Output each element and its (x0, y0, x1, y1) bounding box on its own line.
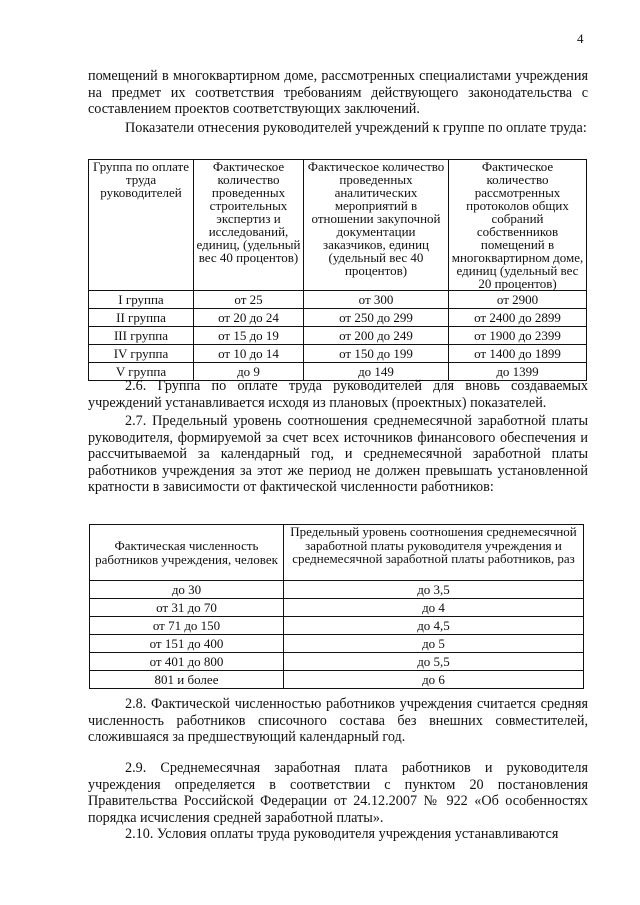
table-cell: IV группа (89, 345, 194, 363)
table-cell: до 6 (284, 671, 584, 689)
table-row (90, 653, 584, 671)
table-row (90, 635, 584, 653)
table-cell: от 401 до 800 (90, 653, 284, 671)
header-group: Группа по оплате труда руководителей (89, 160, 194, 291)
table-cell: до 4 (284, 599, 584, 617)
table-cell: от 71 до 150 (90, 617, 284, 635)
table-cell: от 1400 до 1899 (449, 345, 587, 363)
header-salary-ratio: Предельный уровень соотношения среднемесячной заработной платы руководителя учреждения и среднемесячной заработной платы работников, раз (284, 525, 584, 581)
table-row (89, 291, 587, 309)
table-cell: от 20 до 24 (194, 309, 304, 327)
header-headcount: Фактическая численность работников учреждения, человек (90, 525, 284, 581)
table-cell: от 151 до 400 (90, 635, 284, 653)
table-cell: от 2900 (449, 291, 587, 309)
table-cell: от 1900 до 2399 (449, 327, 587, 345)
table-row (89, 327, 587, 345)
table-cell: до 149 (304, 363, 449, 381)
header-protocols: Фактическое количество рассмотренных протоколов общих собраний собственников помещений в многоквартирном доме, единиц (удельный вес 20 процентов) (449, 160, 587, 291)
paragraph-2-8: 2.8. Фактической численностью работников учреждения считается средняя численность работников списочного состава без внешних совместителей, сложившаяся за предшествующий календарный год. (88, 696, 588, 746)
table-row (90, 671, 584, 689)
page-number: 4 (577, 31, 584, 46)
paragraph-2-10: 2.10. Условия оплаты труда руководителя учреждения устанавливаются (125, 826, 559, 842)
paragraph-2-6: 2.6. Группа по оплате труда руководителей для вновь создаваемых учреждений устанавливается исходя из плановых (проектных) показателей. (88, 378, 588, 411)
table-cell: до 5,5 (284, 653, 584, 671)
table-cell: I группа (89, 291, 194, 309)
table-cell: до 1399 (449, 363, 587, 381)
table-header-row (89, 160, 587, 291)
table-cell: до 30 (90, 581, 284, 599)
table1-caption: Показатели отнесения руководителей учреждений к группе по оплате труда: (125, 120, 587, 136)
pay-group-table (88, 159, 587, 381)
table-cell: до 4,5 (284, 617, 584, 635)
table-cell: III группа (89, 327, 194, 345)
table-cell: до 5 (284, 635, 584, 653)
table-header-row (90, 525, 584, 581)
header-analytics: Фактическое количество проведенных аналитических мероприятий в отношении закупочной документации заказчиков, единиц (удельный вес 40 процентов) (304, 160, 449, 291)
table-cell: до 3,5 (284, 581, 584, 599)
table-row (89, 309, 587, 327)
salary-ratio-table (89, 524, 584, 689)
table-row (90, 599, 584, 617)
paragraph-2-9: 2.9. Среднемесячная заработная плата работников и руководителя учреждения определяется в соответствии с пунктом 20 постановления Правительства Российской Федерации от 24.12.2007 № 922 «Об особенностях порядка исчисления средней заработной платы». (88, 760, 588, 826)
table-cell: V группа (89, 363, 194, 381)
table-cell: от 250 до 299 (304, 309, 449, 327)
table-cell: до 9 (194, 363, 304, 381)
paragraph-2-7: 2.7. Предельный уровень соотношения среднемесячной заработной платы руководителя, формируемой за счет всех источников финансового обеспечения и рассчитываемой за календарный год, и среднемесячной заработной платы работников учреждения за этот же период не должен превышать установленной кратности в зависимости от фактической численности работников: (88, 413, 588, 496)
table-cell: II группа (89, 309, 194, 327)
table-cell: от 200 до 249 (304, 327, 449, 345)
table-cell: от 300 (304, 291, 449, 309)
table-row (90, 581, 584, 599)
header-expertise: Фактическое количество проведенных строительных экспертиз и исследований, единиц, (удельный вес 40 процентов) (194, 160, 304, 291)
table-cell: от 25 (194, 291, 304, 309)
intro-paragraph: помещений в многоквартирном доме, рассмотренных специалистами учреждения на предмет их соответствия требованиям действующего законодательства с составлением проектов соответствующих заключений. (88, 68, 588, 118)
table-cell: от 10 до 14 (194, 345, 304, 363)
table-row (89, 345, 587, 363)
table-cell: от 150 до 199 (304, 345, 449, 363)
table-cell: от 31 до 70 (90, 599, 284, 617)
table-row (90, 617, 584, 635)
table-cell: от 15 до 19 (194, 327, 304, 345)
table-cell: от 2400 до 2899 (449, 309, 587, 327)
table-cell: 801 и более (90, 671, 284, 689)
